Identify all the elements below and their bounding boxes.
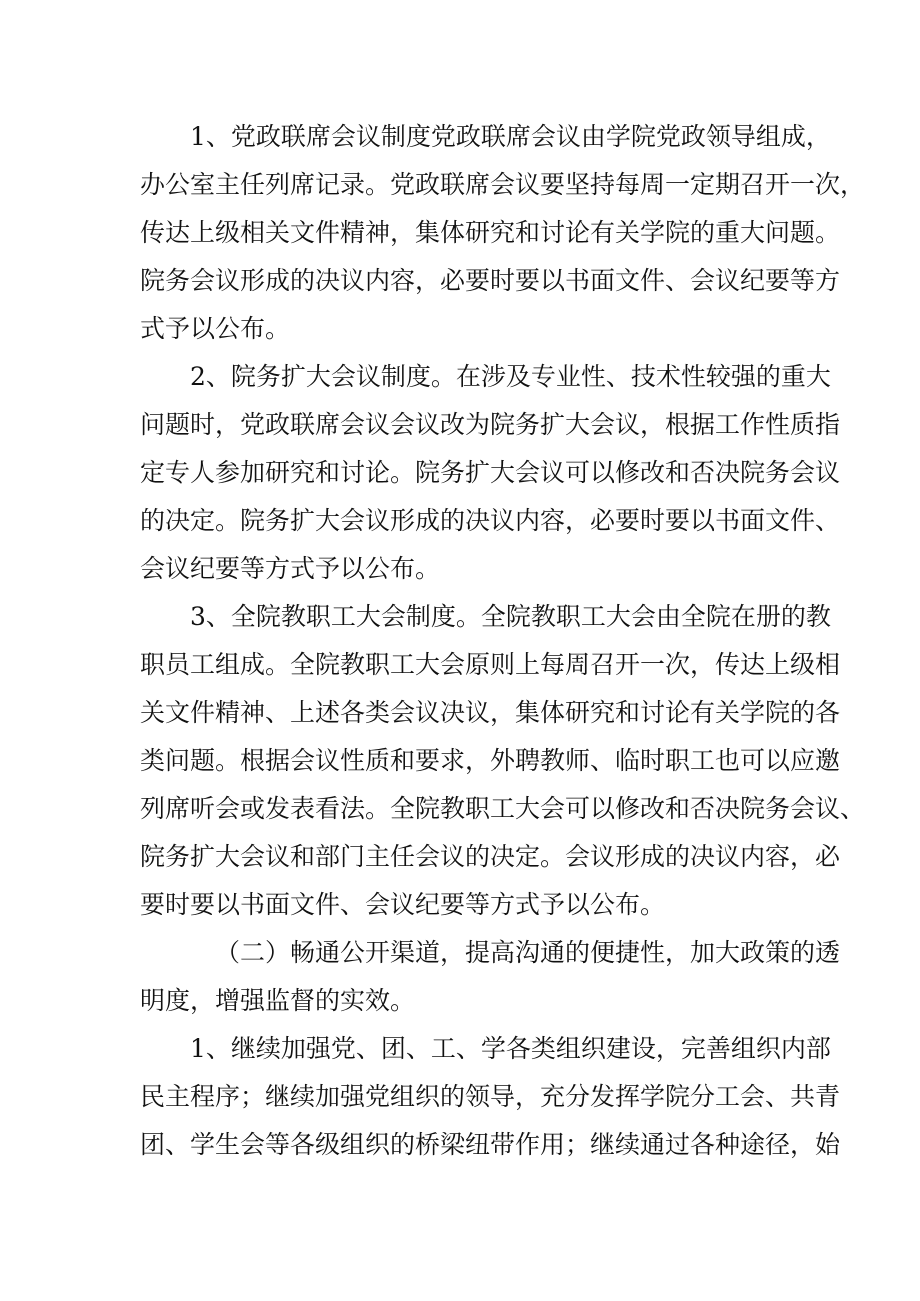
paragraph-1-line-2: 办公室主任列席记录。党政联席会议要坚持每周一定期召开一次，: [140, 170, 866, 199]
paragraph-4-line-1: 1、继续加强党、团、工、学各类组织建设，完善组织内部: [190, 1034, 831, 1063]
paragraph-3-line-6: 院务扩大会议和部门主任会议的决定。会议形成的决议内容，必: [140, 842, 841, 871]
paragraph-2-line-3: 定专人参加研究和讨论。院务扩大会议可以修改和否决院务会议: [140, 458, 841, 487]
section-heading-line-2: 明度，增强监督的实效。: [140, 986, 416, 1015]
paragraph-3-line-3: 关文件精神、上述各类会议决议，集体研究和讨论有关学院的各: [140, 698, 841, 727]
paragraph-1-line-5: 式予以公布。: [140, 314, 291, 343]
paragraph-2-line-2: 问题时，党政联席会议会议改为院务扩大会议，根据工作性质指: [140, 410, 841, 439]
paragraph-3-line-2: 职员工组成。全院教职工大会原则上每周召开一次，传达上级相: [140, 650, 841, 679]
paragraph-1-line-1: 1、党政联席会议制度党政联席会议由学院党政领导组成，: [190, 122, 831, 151]
paragraph-4-line-3: 团、学生会等各级组织的桥梁纽带作用；继续通过各种途径，始: [140, 1130, 841, 1159]
paragraph-2-line-5: 会议纪要等方式予以公布。: [140, 554, 441, 583]
paragraph-3-line-5: 列席听会或发表看法。全院教职工大会可以修改和否决院务会议、: [140, 794, 866, 823]
paragraph-3-line-1: 3、全院教职工大会制度。全院教职工大会由全院在册的教: [190, 602, 831, 631]
paragraph-1-line-4: 院务会议形成的决议内容，必要时要以书面文件、会议纪要等方: [140, 266, 841, 295]
paragraph-4-line-2: 民主程序；继续加强党组织的领导，充分发挥学院分工会、共青: [140, 1082, 841, 1111]
paragraph-1-line-3: 传达上级相关文件精神，集体研究和讨论有关学院的重大问题。: [140, 218, 841, 247]
paragraph-2-line-1: 2、院务扩大会议制度。在涉及专业性、技术性较强的重大: [190, 362, 831, 391]
paragraph-3-line-7: 要时要以书面文件、会议纪要等方式予以公布。: [140, 890, 666, 919]
paragraph-3-line-4: 类问题。根据会议性质和要求，外聘教师、临时职工也可以应邀: [140, 746, 841, 775]
paragraph-2-line-4: 的决定。院务扩大会议形成的决议内容，必要时要以书面文件、: [140, 506, 841, 535]
section-heading-line-1: （二）畅通公开渠道，提高沟通的便捷性，加大政策的透: [215, 938, 841, 967]
